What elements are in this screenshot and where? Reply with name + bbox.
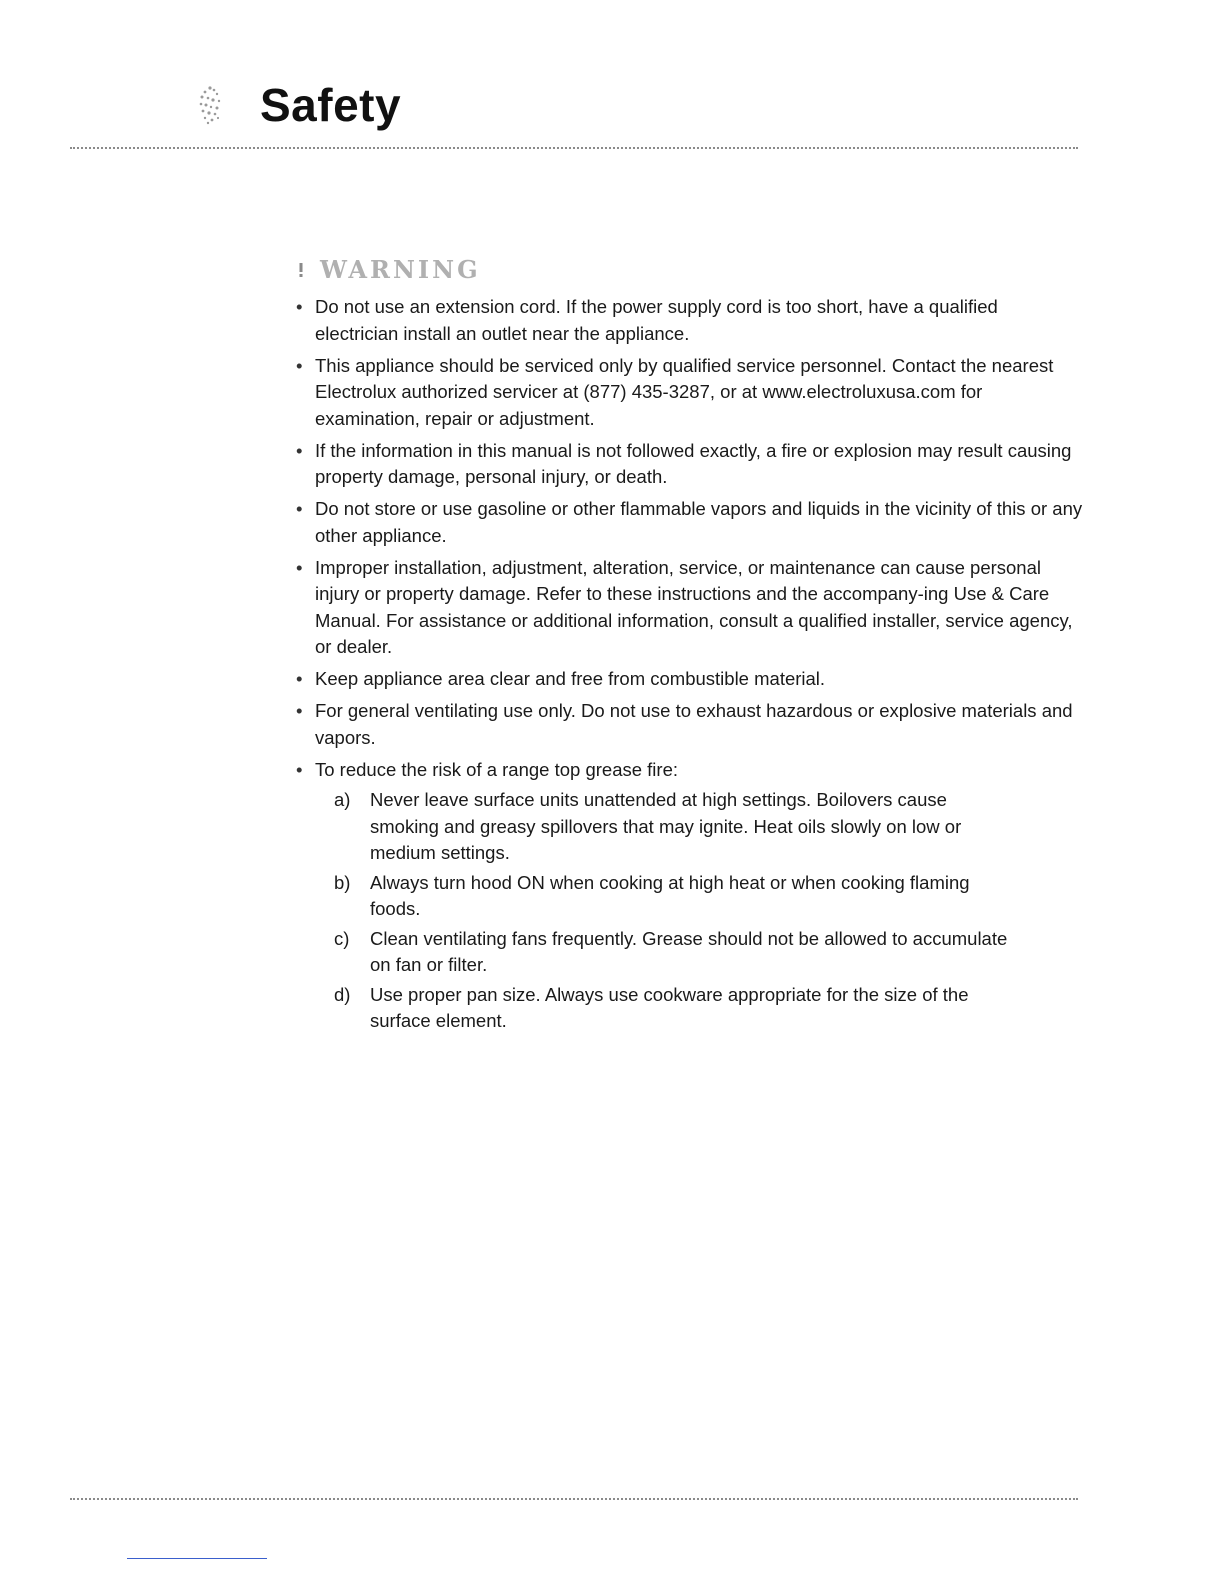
- warning-item-text: Improper installation, adjustment, alteration, service, or maintenance can cause personal injury or property damage. Refer to these instructions and the accompany-ing Use & Care Manual. For assistance or additional information, consult a qualified installer, service agency, or dealer.: [315, 556, 1073, 657]
- warning-item-text: If the information in this manual is not followed exactly, a fire or explosion may result causing property damage, personal injury, or death.: [315, 439, 1072, 487]
- warning-item-text: Do not use an extension cord. If the power supply cord is too short, have a qualified electrician install an outlet near the appliance.: [315, 296, 998, 344]
- bullet-icon: •: [296, 296, 303, 317]
- sublist-letter: b): [334, 871, 351, 893]
- list-item: [296, 496, 1086, 549]
- header-divider: [70, 147, 1078, 149]
- sublist-text: Never leave surface units unattended at high settings. Boilovers cause smoking and greasy spillovers that may ignite. Heat oils slowly on low or medium settings.: [370, 789, 962, 863]
- warning-item-text: To reduce the risk of a range top grease fire:: [315, 758, 679, 780]
- list-item: [296, 555, 1086, 661]
- footer-underline: [127, 1558, 267, 1559]
- warning-item-text: For general ventilating use only. Do not use to exhaust hazardous or explosive materials and vapors.: [315, 700, 1073, 748]
- safety-icon: [190, 81, 230, 129]
- bullet-icon: •: [296, 700, 303, 721]
- sublist-text: Always turn hood ON when cooking at high heat or when cooking flaming foods.: [370, 871, 970, 919]
- warning-item-text: Do not store or use gasoline or other flammable vapors and liquids in the vicinity of this or any other appliance.: [315, 498, 1083, 546]
- bullet-icon: •: [296, 758, 303, 780]
- list-item: [296, 698, 1086, 751]
- bullet-icon: •: [296, 354, 303, 376]
- warning-label: WARNING: [320, 255, 481, 284]
- list-item: [296, 666, 1086, 693]
- list-item: [296, 757, 1086, 1035]
- page-title: Safety: [260, 79, 402, 131]
- warning-heading: [296, 255, 481, 284]
- warning-content: [296, 294, 1086, 1040]
- sublist-item: [315, 926, 1010, 979]
- sublist-letter: d): [334, 983, 351, 1005]
- bullet-icon: •: [296, 439, 303, 461]
- sublist-letter: c): [334, 927, 350, 949]
- bullet-icon: •: [296, 668, 303, 689]
- list-item: [296, 294, 1086, 347]
- sublist-text: Clean ventilating fans frequently. Grease should not be allowed to accumulate on fan or filter.: [370, 927, 1008, 975]
- footer-divider: [70, 1498, 1078, 1500]
- list-item: [296, 353, 1086, 433]
- sublist-letter: a): [334, 789, 351, 810]
- bullet-icon: •: [296, 556, 303, 578]
- warning-item-text: This appliance should be serviced only by qualified service personnel. Contact the nearest Electrolux authorized servicer at (877) 435-3287, or at www.electroluxusa.com for examination, repair or adjustment.: [315, 354, 1054, 429]
- grease-fire-sublist: [315, 787, 1086, 1035]
- page-header: [190, 70, 401, 140]
- sublist-item: [315, 982, 1010, 1035]
- sublist-text: Use proper pan size. Always use cookware appropriate for the size of the surface element.: [370, 983, 969, 1031]
- sublist-item: [315, 787, 1010, 867]
- sublist-item: [315, 870, 1010, 923]
- warning-icon: [296, 260, 306, 280]
- bullet-icon: •: [296, 498, 303, 519]
- list-item: [296, 438, 1086, 491]
- warning-list: [296, 294, 1086, 1035]
- warning-item-text: Keep appliance area clear and free from combustible material.: [315, 668, 826, 689]
